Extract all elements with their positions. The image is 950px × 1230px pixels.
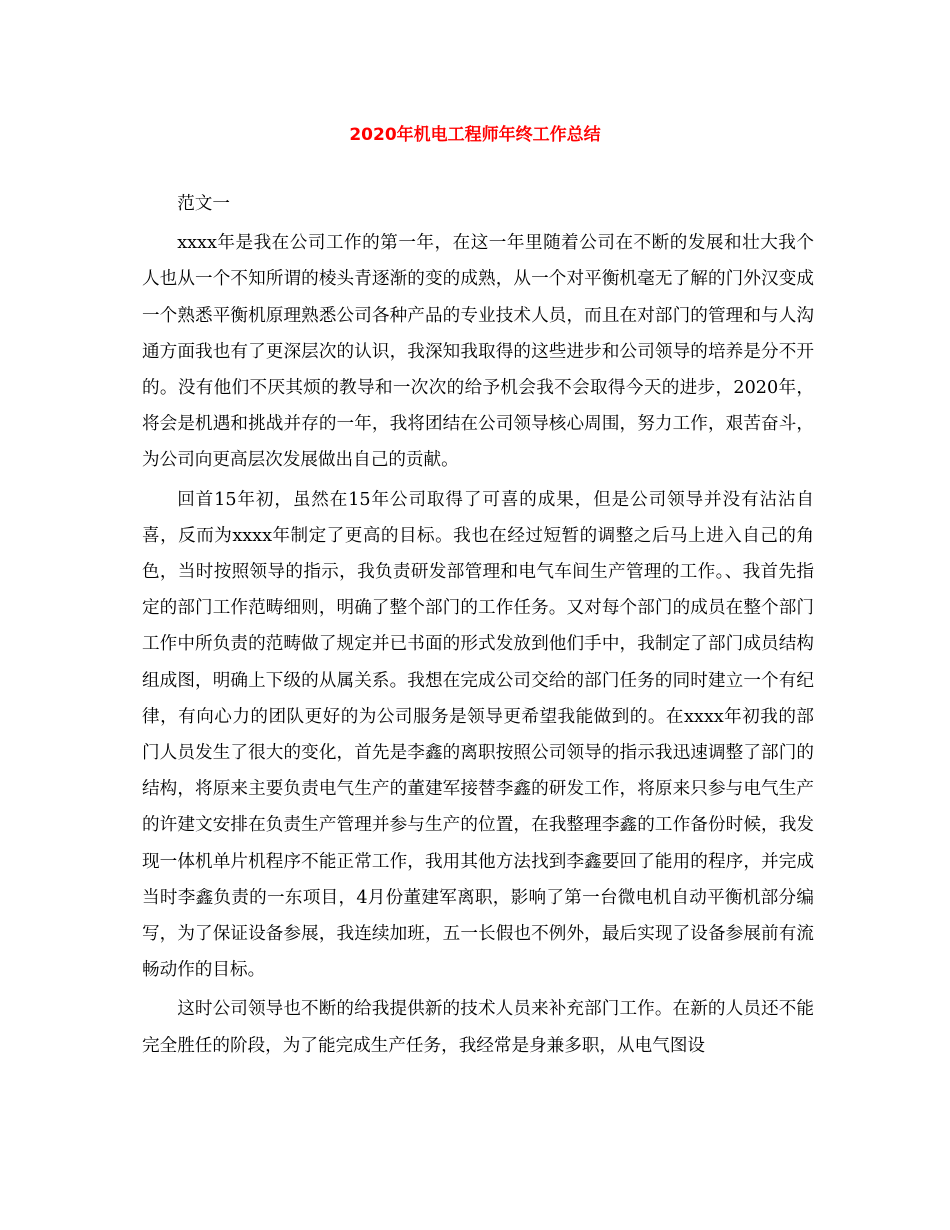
paragraph-2: 回首15年初，虽然在15年公司取得了可喜的成果，但是公司领导并没有沾沾自喜，反而为xxxx年制定了更高的目标。我也在经过短暂的调整之后马上进入自己的角色，当时按照领导的指示，我负责研发部管理和电气车间生产管理的工作。、我首先指定的部门工作范畴细则，明确了整个部门的工作任务。又对每个部门的成员在整个部门工作中所负责的范畴做了规定并已书面的形式发放到他们手中，我制定了部门成员结构组成图，明确上下级的从属关系。我想在完成公司交给的部门任务的同时建立一个有纪律，有向心力的团队更好的为公司服务是领导更希望我能做到的。在xxxx年初我的部门人员发生了很大的变化，首先是李鑫的离职按照公司领导的指示我迅速调整了部门的结构，将原来主要负责电气生产的董建军接替李鑫的研发工作，将原来只参与电气生产的许建文安排在负责生产管理并参与生产的位置，在我整理李鑫的工作备份时候，我发现一体机单片机程序不能正常工作，我用其他方法找到李鑫要回了能用的程序，并完成当时李鑫负责的一东项目，4月份董建军离职，影响了第一台微电机自动平衡机部分编写，为了保证设备参展，我连续加班，五一长假也不例外，最后实现了设备参展前有流畅动作的目标。 (142, 489, 814, 981)
paragraph-1: xxxx年是我在公司工作的第一年，在这一年里随着公司在不断的发展和壮大我个人也从一个不知所谓的棱头青逐渐的变的成熟，从一个对平衡机毫无了解的门外汉变成一个熟悉平衡机原理熟悉公司各种产品的专业技术人员，而且在对部门的管理和与人沟通方面我也有了更深层次的认识，我深知我取得的这些进步和公司领导的培养是分不开的。没有他们不厌其烦的教导和一次次的给予机会我不会取得今天的进步，2020年，将会是机遇和挑战并存的一年，我将团结在公司领导核心周围，努力工作，艰苦奋斗，为公司向更高层次发展做出自己的贡献。 (142, 233, 814, 471)
document-body (142, 186, 814, 1064)
document-title: 2020年机电工程师年终工作总结 (349, 125, 601, 145)
section-label: 范文一 (177, 194, 230, 214)
paragraph-3: 这时公司领导也不断的给我提供新的技术人员来补充部门工作。在新的人员还不能完全胜任的阶段，为了能完成生产任务，我经常是身兼多职，从电气图设 (142, 999, 814, 1056)
